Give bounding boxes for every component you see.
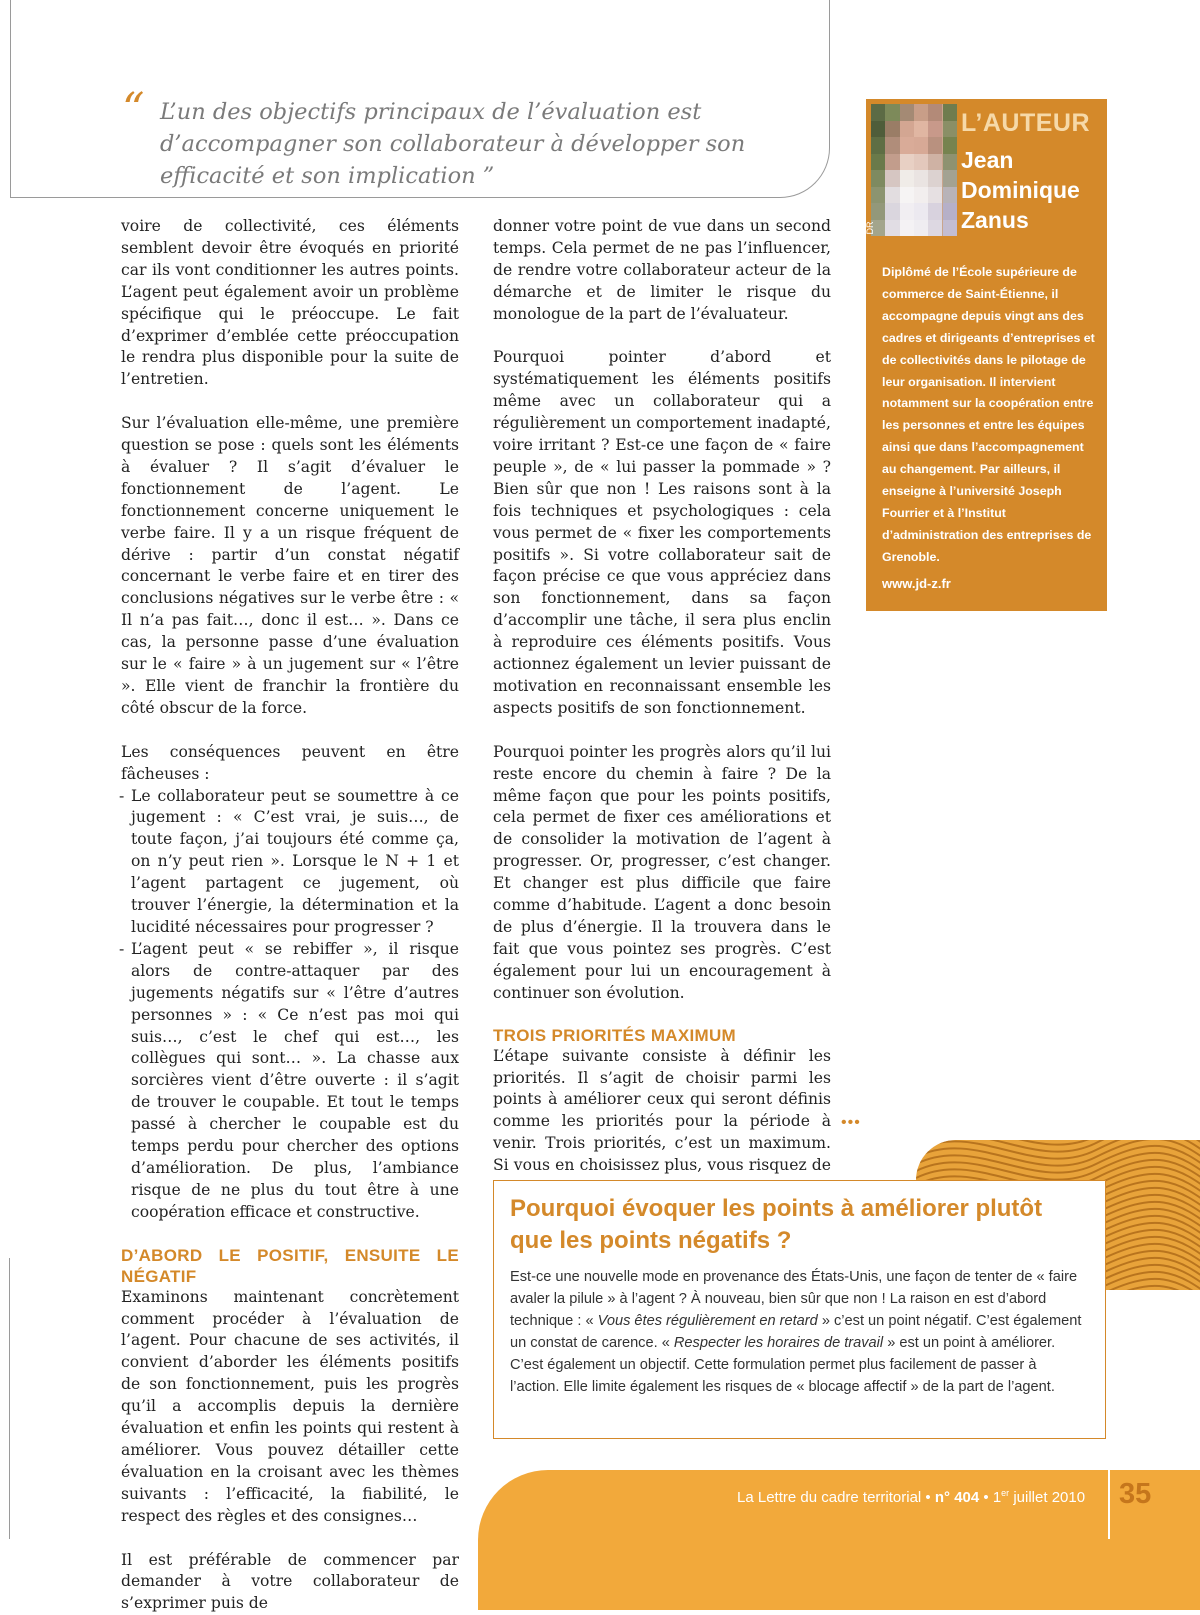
footer-divider xyxy=(1108,1470,1110,1539)
section-heading: D’ABORD LE POSITIF, ENSUITE LE NÉGATIF xyxy=(121,1245,459,1286)
paragraph: donner votre point de vue dans un second temps. Cela permet de ne pas l’influencer, de rendre votre collaborateur acteur de la démarche et de limiter le risque du monologue de la part de l’évaluateur. xyxy=(493,217,831,323)
photo-pixel xyxy=(928,187,942,204)
photo-pixel xyxy=(928,170,942,187)
quote-mark: “ xyxy=(122,84,145,135)
author-box xyxy=(866,99,1107,611)
photo-pixel xyxy=(871,170,885,187)
photo-pixel xyxy=(943,203,957,220)
middle-column xyxy=(493,216,831,1199)
photo-pixel xyxy=(900,121,914,138)
consequences-list xyxy=(121,786,459,1224)
photo-pixel xyxy=(900,203,914,220)
inset-text: » est un point à améliorer. C’est également un objectif. Cette formulation permet plus facilement de passer à l’action. Elle limite également les risques de « blocage affectif » de la part de l’agent. xyxy=(510,1334,1056,1395)
photo-pixel xyxy=(885,187,899,204)
section-heading: TROIS PRIORITÉS MAXIMUM xyxy=(493,1025,737,1045)
paragraph: L’étape suivante consiste à définir les priorités. Il s’agit de choisir parmi les points à améliorer ceux qui seront définis comme les priorités pour la période à venir. Trois priorités, c’est un maximum. Si vous en choisissez plus, vous risquez de xyxy=(493,1046,831,1175)
left-column xyxy=(121,216,459,1615)
date-rest: juillet 2010 xyxy=(1009,1489,1086,1506)
left-bracket-line xyxy=(0,1258,10,1539)
photo-pixel xyxy=(914,187,928,204)
photo-pixel xyxy=(943,154,957,171)
photo-pixel xyxy=(943,170,957,187)
date-suffix: er xyxy=(1001,1488,1010,1498)
author-name: Jean Dominique Zanus xyxy=(961,147,1080,233)
publication-name: La Lettre du cadre territorial xyxy=(737,1489,922,1506)
author-website-link[interactable]: www.jd-z.fr xyxy=(882,576,951,591)
author-heading: L’AUTEUR xyxy=(961,109,1090,137)
paragraph: Il est préférable de commencer par demander à votre collaborateur de s’exprimer puis de xyxy=(121,1550,459,1613)
photo-pixel xyxy=(871,203,885,220)
photo-pixel xyxy=(885,170,899,187)
photo-pixel xyxy=(914,104,928,121)
inset-box xyxy=(493,1180,1106,1439)
pull-quote: L’un des objectifs principaux de l’évaluation est d’accompagner son collaborateur à développer son efficacité et son implication ” xyxy=(160,99,746,189)
date-day: 1 xyxy=(992,1489,1002,1506)
photo-pixel xyxy=(900,187,914,204)
photo-pixel xyxy=(900,154,914,171)
paragraph: Pourquoi pointer les progrès alors qu’il lui reste encore du chemin à faire ? De la même façon que pour les points positifs, cela permet de fixer ces améliorations et de consolider la motivation de l’agent à progresser. Or, progresser, c’est changer. Et changer est plus difficile que faire comme d’habitude. L’agent a donc besoin de plus d’énergie. Il la trouvera dans le fait que vous pointez ses progrès. C’est également pour lui un encouragement à continuer son évolution. xyxy=(493,742,831,1002)
footer-publication-line xyxy=(737,1488,1085,1506)
photo-pixel xyxy=(871,137,885,154)
photo-pixel xyxy=(928,203,942,220)
paragraph: voire de collectivité, ces éléments semblent devoir être évoqués en priorité car ils vont conditionner les autres points. L’agent peut également avoir un problème spécifique qui le préoccupe. Le fait d’exprimer d’emblée cette préoccupation le rendra plus disponible pour la suite de l’entretien. xyxy=(121,217,459,389)
photo-pixel xyxy=(900,104,914,121)
photo-pixel xyxy=(928,154,942,171)
photo-pixel xyxy=(871,154,885,171)
photo-pixel xyxy=(871,187,885,204)
photo-pixel xyxy=(943,121,957,138)
photo-pixel xyxy=(943,187,957,204)
photo-pixel xyxy=(885,154,899,171)
inset-text: » c’est un point négatif. C’est également un constat de carence. « xyxy=(510,1312,1082,1351)
photo-pixel xyxy=(900,220,914,237)
photo-pixel xyxy=(885,203,899,220)
inset-italic-text: Vous êtes régulièrement en retard xyxy=(597,1312,818,1329)
paragraph: Examinons maintenant concrètement comment procéder à l’évaluation de l’agent. Pour chacune de ses activités, il convient d’aborder les éléments positifs de son fonctionnement, puis les progrès qu’il a accomplis depuis la dernière évaluation et enfin les points qui restent à améliorer. Vous pouvez détailler cette évaluation en la croisant avec les thèmes suivants : l’efficacité, la fiabilité, le respect des règles et des consignes… xyxy=(121,1287,459,1525)
photo-pixel xyxy=(928,137,942,154)
photo-pixel xyxy=(914,170,928,187)
photo-pixel xyxy=(914,220,928,237)
inset-body xyxy=(510,1267,1086,1398)
photo-credit: DR xyxy=(865,221,875,235)
photo-pixel xyxy=(914,203,928,220)
inset-italic-text: Respecter les horaires de travail xyxy=(673,1334,884,1351)
photo-pixel xyxy=(885,137,899,154)
photo-pixel xyxy=(943,137,957,154)
photo-pixel xyxy=(943,220,957,237)
photo-pixel xyxy=(914,137,928,154)
author-bio: Diplômé de l’École supérieure de commerce de Saint-Étienne, il accompagne depuis vingt ans des cadres et dirigeants d’entreprises et de collectivités dans le pilotage de leur organisation. Il intervient notamment sur la coopération entre les personnes et entre les équipes ainsi que dans l’accompagnement au changement. Par ailleurs, il enseigne à l’université Joseph Fourrier et à l’Institut d’administration des entreprises de Grenoble. xyxy=(882,265,1095,564)
paragraph: Pourquoi pointer d’abord et systématiquement les éléments positifs même avec un collaborateur qui a régulièrement un comportement inadapté, voire irritant ? Est-ce une façon de « faire peuple », de « lui passer la pommade » ? Bien sûr que non ! Les raisons sont à la fois techniques et psychologiques : cela vous permet de « fixer les comportements positifs ». Si votre collaborateur sait de façon précise ce que vous appréciez dans son fonctionnement, dans sa façon d’accomplir une tâche, il sera plus enclin à reproduire ces éléments positifs. Vous actionnez également un levier puissant de motivation en reconnaissant ensemble les aspects positifs de son fonctionnement. xyxy=(493,348,831,717)
issue-number: n° 404 xyxy=(934,1489,980,1506)
paragraph: Sur l’évaluation elle-même, une première question se pose : quels sont les éléments à évaluer ? Il s’agit d’évaluer le fonctionnement de l’agent. Le fonctionnement concerne uniquement le verbe faire. Il y a un risque fréquent de dérive : partir d’un constat négatif concernant le verbe faire et en tirer des conclusions négatives sur le verbe être : « Il n’a pas fait…, donc il est… ». Dans ce cas, la personne passe d’une évaluation sur le « faire » à un jugement sur « l’être ». Elle vient de franchir la frontière du côté obscur de la force. xyxy=(121,414,459,717)
photo-pixel xyxy=(928,121,942,138)
photo-pixel xyxy=(928,220,942,237)
separator: • xyxy=(921,1489,935,1506)
list-item: - L’agent peut « se rebiffer », il risque alors de contre-attaquer par des jugements négatifs sur « l’être d’autres personnes » : « Ce n’est pas moi qui suis…, c’est le chef qui est…, les collègues qui sont… ». La chasse aux sorcières vient d’être ouverte : il s’agit de trouver le coupable. Et tout le temps passé à chercher le coupable est du temps perdu pour chercher des options d’amélioration. De plus, l’ambiance risque de ne plus du tout être à une coopération efficace et constructive. xyxy=(121,939,459,1224)
photo-pixel xyxy=(943,104,957,121)
photo-pixel xyxy=(914,121,928,138)
continue-indicator: ••• xyxy=(841,1114,861,1131)
photo-pixel xyxy=(900,170,914,187)
paragraph: Les conséquences peuvent en être fâcheuses : xyxy=(121,742,459,783)
photo-pixel xyxy=(900,137,914,154)
photo-pixel xyxy=(885,104,899,121)
inset-title: Pourquoi évoquer les points à améliorer plutôt que les points négatifs ? xyxy=(510,1195,1043,1254)
photo-pixel xyxy=(914,154,928,171)
photo-pixel xyxy=(885,121,899,138)
author-photo xyxy=(871,104,957,236)
inset-text: Est-ce une nouvelle mode en provenance des États-Unis, une façon de tenter de « faire avaler la pilule » à l’agent ? À nouveau, bien sûr que non ! La raison en est d’abord technique : « xyxy=(510,1269,1078,1329)
photo-pixel xyxy=(871,104,885,121)
page-number: 35 xyxy=(1119,1478,1152,1510)
photo-pixel xyxy=(885,220,899,237)
list-item: - Le collaborateur peut se soumettre à ce jugement : « C’est vrai, je suis…, de toute façon, j’ai toujours été comme ça, on n’y peut rien ». Lorsque le N + 1 et l’agent partagent ce jugement, où trouver l’énergie, la détermination et la lucidité nécessaires pour progresser ? xyxy=(121,786,459,939)
separator: • xyxy=(979,1489,993,1506)
photo-pixel xyxy=(871,121,885,138)
photo-pixel xyxy=(928,104,942,121)
